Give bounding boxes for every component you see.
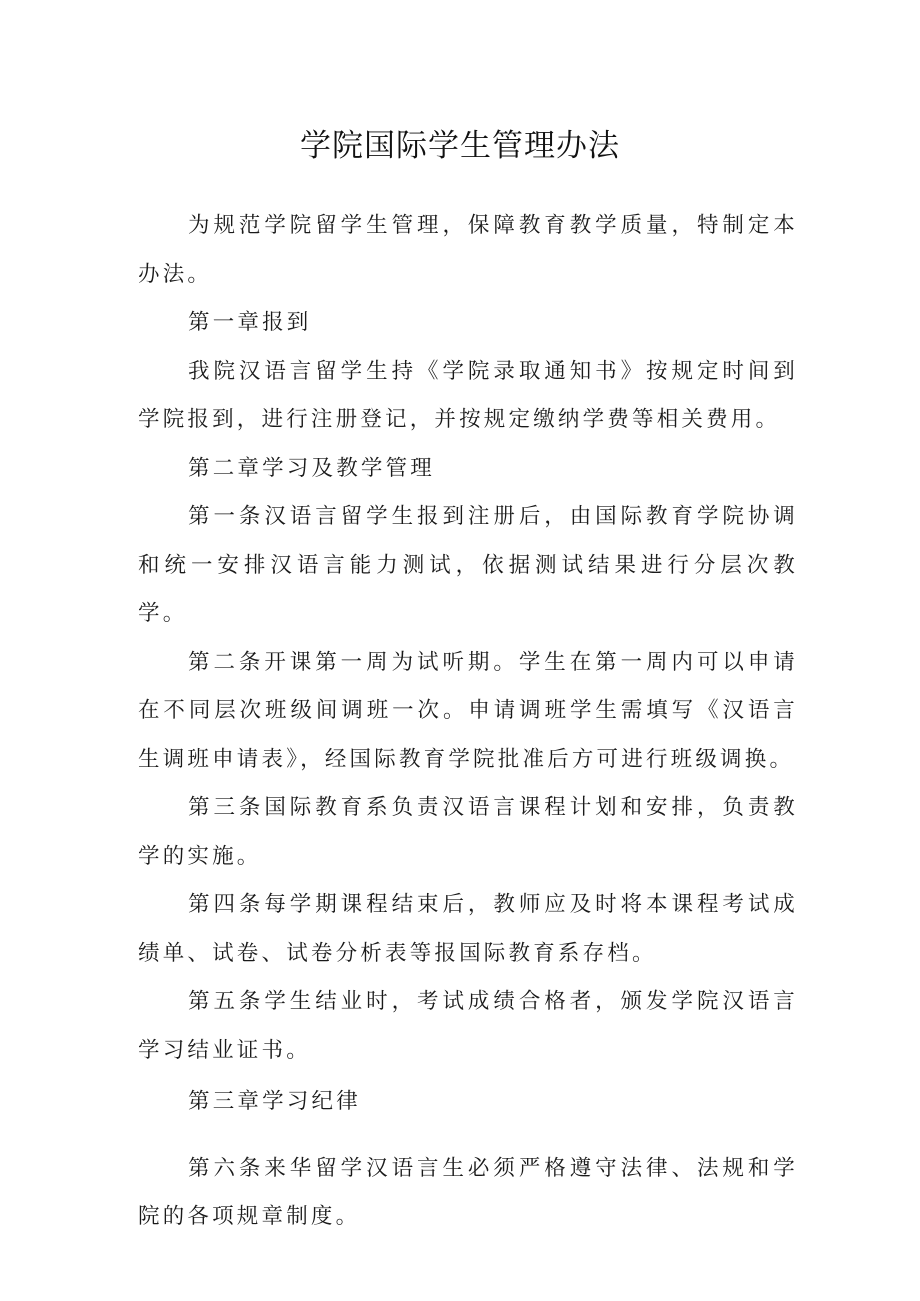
chapter-heading-2: 第二章学习及教学管理 — [188, 455, 436, 481]
document-title: 学院国际学生管理办法 — [300, 128, 620, 164]
article-6: 第六条来华留学汉语言生必须严格遵守法律、法规和学院的各项规章制度。 — [138, 1155, 798, 1229]
paragraph-intro: 为规范学院留学生管理，保障教育教学质量，特制定本办法。 — [138, 213, 798, 287]
article-3: 第三条国际教育系负责汉语言课程计划和安排，负责教学的实施。 — [138, 795, 798, 869]
article-5: 第五条学生结业时，考试成绩合格者，颁发学院汉语言学习结业证书。 — [138, 989, 798, 1063]
article-1: 第一条汉语言留学生报到注册后，由国际教育学院协调和统一安排汉语言能力测试，依据测试结果进行分层次教学。 — [138, 504, 798, 626]
chapter-heading-3: 第三章学习纪律 — [188, 1089, 361, 1114]
article-2: 第二条开课第一周为试听期。学生在第一周内可以申请在不同层次班级间调班一次。申请调班学生需填写《汉语言生调班申请表》，经国际教育学院批准后方可进行班级调换。 — [138, 649, 798, 772]
document-body — [138, 202, 798, 1242]
paragraph-registration: 我院汉语言留学生持《学院录取通知书》按规定时间到学院报到，进行注册登记，并按规定缴纳学费等相关费用。 — [138, 358, 798, 432]
article-4: 第四条每学期课程结束后，教师应及时将本课程考试成绩单、试卷、试卷分析表等报国际教育系存档。 — [138, 892, 798, 966]
chapter-heading-1: 第一章报到 — [188, 310, 312, 335]
